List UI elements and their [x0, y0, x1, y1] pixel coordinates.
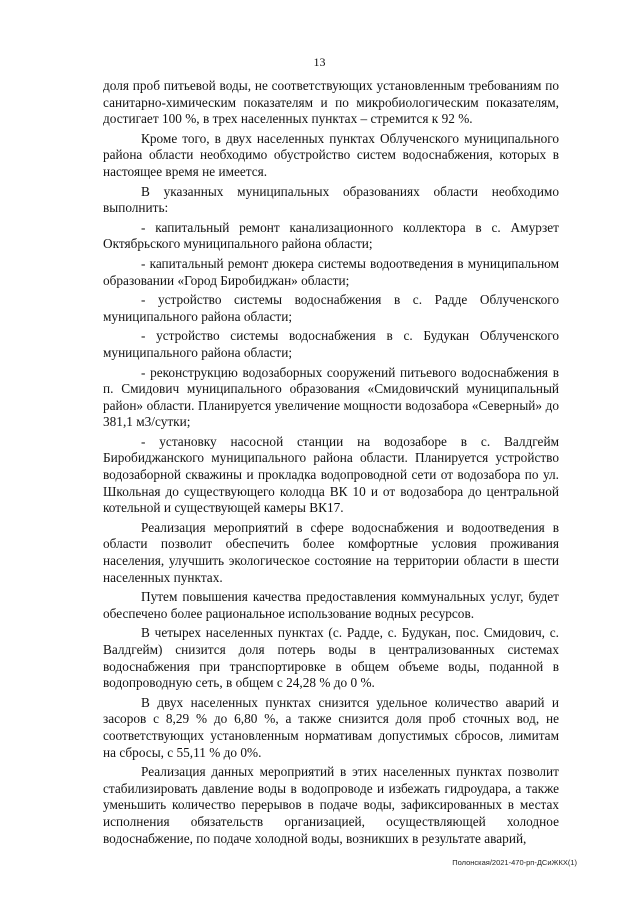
- paragraph: В указанных муниципальных образованиях области необходимо выполнить:: [103, 183, 559, 216]
- list-item: - капитальный ремонт дюкера системы водоотведения в муниципальном образовании «Город Биробиджан» области;: [103, 255, 559, 288]
- page-number: 13: [313, 55, 326, 69]
- paragraph: Реализация данных мероприятий в этих населенных пунктах позволит стабилизировать давление воды в водопроводе и избежать гидроудара, а также уменьшить количество перерывов в подаче воды, зафиксированных в местах исполнения обязательств организацией, осуществляющей холодное водоснабжение, по подаче холодной воды, возникших в результате аварий,: [103, 764, 559, 846]
- paragraph-continuation: доля проб питьевой воды, не соответствующих установленным требованиям по санитарно-химическим показателям и по микробиологическим показателям, достигает 100 %, в трех населенных пунктах – стремится к 92 %.: [103, 78, 559, 127]
- list-item: - устройство системы водоснабжения в с. Радде Облученского муниципального района области;: [103, 292, 559, 324]
- document-body: [103, 78, 559, 850]
- list-item: - капитальный ремонт канализационного коллектора в с. Амурзет Октябрьского муниципального района области;: [103, 219, 559, 252]
- paragraph: Путем повышения качества предоставления коммунальных услуг, будет обеспечено более рациональное использование водных ресурсов.: [103, 589, 559, 621]
- paragraph: Кроме того, в двух населенных пунктах Облученского муниципального района области необходимо обустройство систем водоснабжения, которых в настоящее время не имеется.: [103, 130, 559, 179]
- list-item: - устройство системы водоснабжения в с. Будукан Облученского муниципального района области;: [103, 328, 559, 360]
- paragraph: В двух населенных пунктах снизится удельное количество аварий и засоров с 8,29 % до 6,80 %, а также снизится доля проб сточных вод, не соответствующих установленным нормативам допустимых сбросов, лимитам на сбросы, с 55,11 % до 0%.: [103, 694, 559, 760]
- document-footer-reference: Полонская/2021-470-рп-ДСиЖКХ(1): [452, 858, 577, 867]
- list-item: - установку насосной станции на водозаборе в с. Валдгейм Биробиджанского муниципального района области. Планируется устройство водозаборной скважины и прокладка водопроводной сети от водозабора по ул. Школьная до существующего колодца ВК 10 и от водозабора до центральной котельной и существующей камеры ВК17.: [103, 433, 559, 516]
- paragraph: Реализация мероприятий в сфере водоснабжения и водоотведения в области позволит обеспечить более комфортные условия проживания населения, улучшить экологическое состояние на территории области в шести населенных пунктах.: [103, 519, 559, 585]
- paragraph: В четырех населенных пунктах (с. Радде, с. Будукан, пос. Смидович, с. Валдгейм) снизится доля потерь воды в централизованных системах водоснабжения при транспортировке в общем объеме воды, поданной в водопроводную сеть, в общем с 24,28 % до 0 %.: [103, 625, 559, 691]
- list-item: - реконструкцию водозаборных сооружений питьевого водоснабжения в п. Смидович муниципального образования «Смидовичский муниципальный район» области. Планируется увеличение мощности водозабора «Северный» до 381,1 м3/сутки;: [103, 364, 559, 430]
